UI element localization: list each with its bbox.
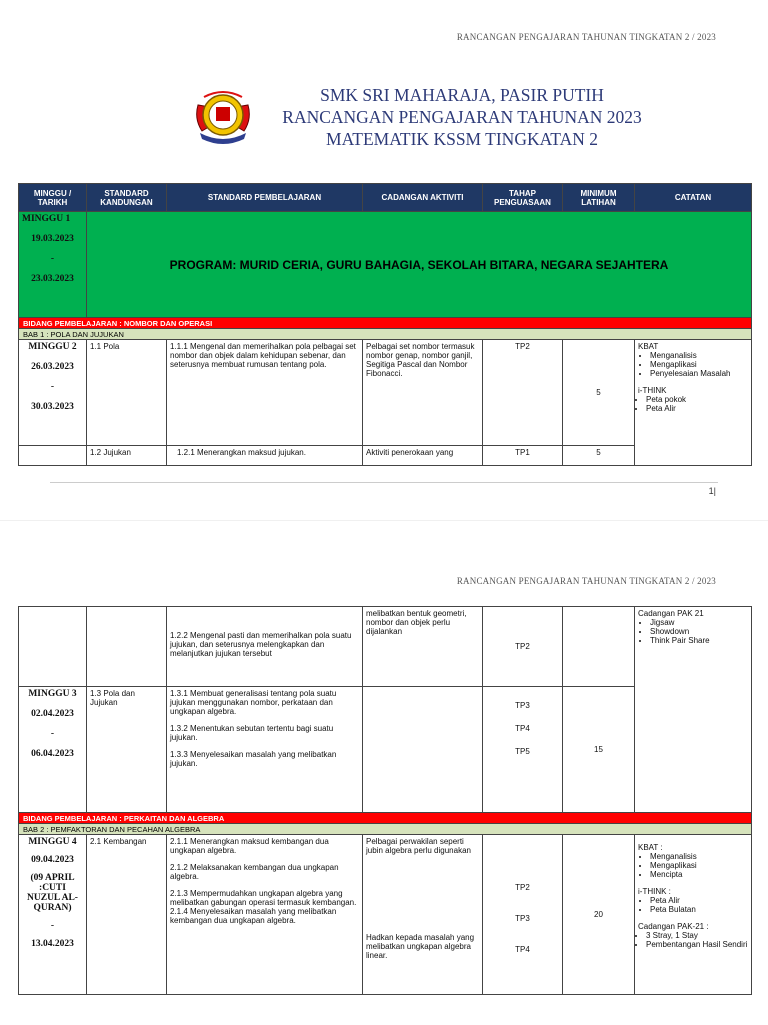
week4-note3: NUZUL AL- [27,893,78,903]
week1-row [19,212,752,318]
plan-table-page2 [18,606,752,995]
kbat-label: KBAT [638,342,659,351]
act-1-2: Aktiviti penerokaan yang [363,446,483,466]
pak21-list [638,618,748,645]
sk-2-1: 2.1 Kembangan [87,835,167,995]
week-empty [19,446,87,466]
sp-1-2-1: 1.2.1 Menerangkan maksud jujukan. [167,446,363,466]
catatan-1 [635,340,752,466]
week3-cell [19,687,87,813]
list-item: • Think Pair Share [650,636,748,645]
list-item: • Jigsaw [650,618,748,627]
kbat-list [638,351,748,378]
min-1-1: 5 [563,340,635,446]
sp-1-3 [167,687,363,813]
ithink-list-2 [638,896,748,914]
week1-start: 19.03.2023 [31,234,74,244]
col-minggu: MINGGU / TARIKH [19,184,87,212]
bab-bar-2 [19,824,752,835]
row-2-1 [19,835,752,995]
tp-2-1-c: TP4 [515,945,530,954]
week3-end: 06.04.2023 [31,749,74,759]
week4-label: MINGGU 4 [28,837,77,847]
catatan-2 [635,835,752,995]
bidang-label-1: BIDANG PEMBELAJARAN : NOMBOR DAN OPERASI [19,318,752,329]
act-2-1 [363,835,483,995]
kbat-list-2 [638,852,748,879]
tp-1-3 [483,687,563,813]
bidang-bar-2 [19,813,752,824]
week4-end: 13.04.2023 [31,939,74,949]
col-minimum-latihan: MINIMUM LATIHAN [563,184,635,212]
school-logo-icon [190,85,256,151]
act-1-3 [363,687,483,813]
subject-title: MATEMATIK KSSM TINGKATAN 2 [326,129,598,149]
list-item: • Mengaplikasi [650,360,748,369]
list-item: • Peta pokok [646,395,748,404]
sp-2-1-3: 2.1.3 Mempermudahkan ungkapan algebra yang melibatkan gabungan operasi termasuk kembangan. [170,889,357,907]
sk-1-2: 1.2 Jujukan [87,446,167,466]
catatan-pak21 [635,607,752,813]
min-2-1: 20 [563,835,635,995]
week2-label: MINGGU 2 [28,342,77,352]
week1-dash: - [50,254,55,264]
tp-1-3-a: TP3 [515,701,530,710]
list-item: • Showdown [650,627,748,636]
tp-1-1: TP2 [483,340,563,446]
kbat-label-2: KBAT : [638,843,663,852]
week3-dash: - [50,729,55,739]
sk-1-3: 1.3 Pola dan Jujukan [87,687,167,813]
week1-label: MINGGU 1 [22,214,71,224]
list-item: • Peta Alir [646,404,748,413]
bab-label-1: BAB 1 : POLA DAN JUJUKAN [19,329,752,340]
week2-dash: - [50,382,55,392]
ithink-list [638,395,748,413]
week2-cell [19,340,87,446]
sp-1-3-1: 1.3.1 Membuat generalisasi tentang pola suatu jujukan menggunakan nombor, perkataan dan ungkapan algebra. [170,689,337,716]
week2-end: 30.03.2023 [31,402,74,412]
act-2-1-b: Hadkan kepada masalah yang melibatkan ungkapan algebra linear. [366,933,475,960]
bab-label-2: BAB 2 : PEMFAKTORAN DAN PECAHAN ALGEBRA [19,824,752,835]
row-1-1 [19,340,752,446]
pak21-label: Cadangan PAK 21 [638,609,704,618]
list-item: • Penyelesaian Masalah [650,369,748,378]
week3-label: MINGGU 3 [28,689,77,699]
week4-note2: :CUTI [39,883,66,893]
week4-cell [19,835,87,995]
week1-end: 23.03.2023 [31,274,74,284]
sk-empty [87,607,167,687]
sk-1-1: 1.1 Pola [87,340,167,446]
week1-cell [19,212,87,318]
week3-start: 02.04.2023 [31,709,74,719]
list-item: • Mengaplikasi [650,861,748,870]
act-2-1-a: Pelbagai perwakilan seperti jubin algebra perlu digunakan [366,837,471,855]
col-catatan: CATATAN [635,184,752,212]
tp-2-1-b: TP3 [515,914,530,923]
list-item: • Pembentangan Hasil Sendiri [646,940,748,949]
plan-title: RANCANGAN PENGAJARAN TAHUNAN 2023 [282,107,642,127]
pak21-label-2: Cadangan PAK-21 : [638,922,709,931]
bidang-bar-1 [19,318,752,329]
list-item: • Mencipta [650,870,748,879]
tp-2-1-a: TP2 [515,883,530,892]
week2-start: 26.03.2023 [31,362,74,372]
list-item: • Peta Alir [650,896,748,905]
ithink-label-2: i-THINK : [638,887,671,896]
tp-1-3-c: TP5 [515,747,530,756]
page-number: 1| [708,486,716,496]
tp-2-1 [483,835,563,995]
sp-1-2-2: 1.2.2 Mengenal pasti dan memerihalkan pola suatu jujukan, dan seterusnya melengkapkan dan melanjutkan jujukan tersebut [167,607,363,687]
col-standard-pembelajaran: STANDARD PEMBELAJARAN [167,184,363,212]
sp-2-1-2: 2.1.2 Melaksanakan kembangan dua ungkapan algebra. [170,863,339,881]
bab-bar-1 [19,329,752,340]
sp-1-3-2: 1.3.2 Menentukan sebutan tertentu bagi suatu jujukan. [170,724,334,742]
sp-1-3-3: 1.3.3 Menyelesaikan masalah yang melibatkan jujukan. [170,750,337,768]
sp-2-1-4: 2.1.4 Menyelesaikan masalah yang melibatkan kembangan dua ungkapan algebra. [170,907,337,925]
table-header-row [19,184,752,212]
act-1-2-cont: melibatkan bentuk geometri, nombor dan objek perlu dijalankan [363,607,483,687]
sp-1-1-1: 1.1.1 Mengenal dan memerihalkan pola pelbagai set nombor dan objek dalam kehidupan sebenar, dan seterusnya membuat rumusan tentang pola. [167,340,363,446]
list-item: • Menganalisis [650,852,748,861]
pak21-list-2 [638,931,748,949]
min-1-2: 5 [563,446,635,466]
week4-start: 09.04.2023 [31,855,74,865]
school-title [262,84,662,150]
week4-note1: (09 APRIL [30,873,75,883]
school-name: SMK SRI MAHARAJA, PASIR PUTIH [320,85,604,105]
ithink-label: i-THINK [638,386,667,395]
tp-1-3-b: TP4 [515,724,530,733]
running-header: RANCANGAN PENGAJARAN TAHUNAN TINGKATAN 2 / 2023 [456,32,716,42]
min-empty [563,607,635,687]
plan-table-page1 [18,183,752,466]
act-1-1: Pelbagai set nombor termasuk nombor genap, nombor ganjil, Segitiga Pascal dan Nombor Fibonacci. [363,340,483,446]
tp-1-2-2: TP2 [483,607,563,687]
page-2 [0,520,768,1025]
footer-line [50,482,718,483]
col-cadangan-aktiviti: CADANGAN AKTIVITI [363,184,483,212]
week4-note4: QURAN) [33,903,72,913]
min-1-3: 15 [563,687,635,813]
row-1-2-cont [19,607,752,687]
program-banner: PROGRAM: MURID CERIA, GURU BAHAGIA, SEKOLAH BITARA, NEGARA SEJAHTERA [87,212,752,318]
tp-1-2: TP1 [483,446,563,466]
sp-2-1-1: 2.1.1 Menerangkan maksud kembangan dua ungkapan algebra. [170,837,329,855]
week4-dash: - [50,921,55,931]
col-tahap-penguasaan: TAHAP PENGUASAAN [483,184,563,212]
list-item: • Peta Bulatan [650,905,748,914]
week-empty [19,607,87,687]
list-item: • 3 Stray, 1 Stay [646,931,748,940]
running-header-2: RANCANGAN PENGAJARAN TAHUNAN TINGKATAN 2 / 2023 [456,576,716,586]
list-item: • Menganalisis [650,351,748,360]
bidang-label-2: BIDANG PEMBELAJARAN : PERKAITAN DAN ALGEBRA [19,813,752,824]
col-standard-kandungan: STANDARD KANDUNGAN [87,184,167,212]
sp-2-1 [167,835,363,995]
